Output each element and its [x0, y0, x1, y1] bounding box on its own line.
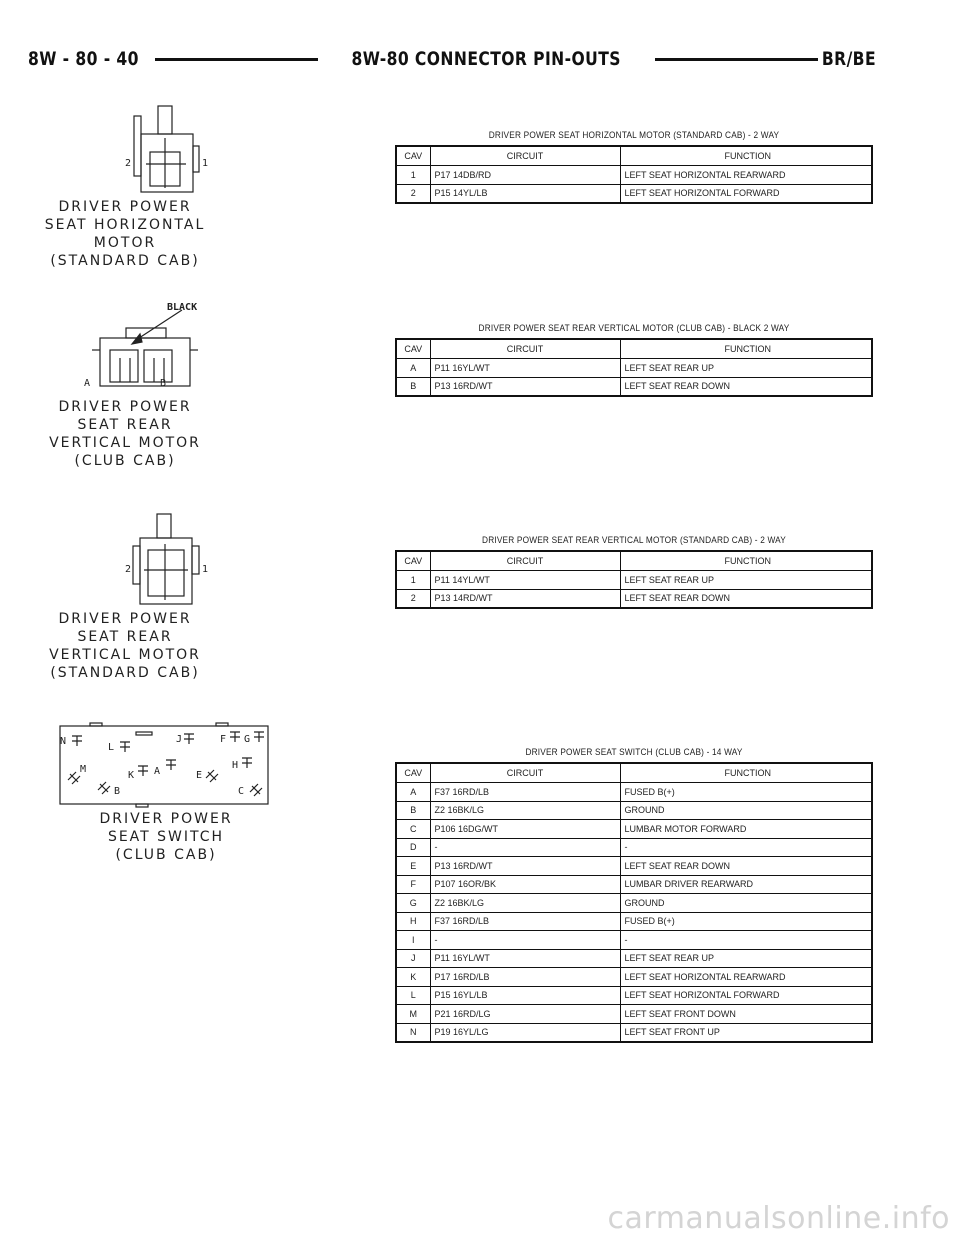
col-function: FUNCTION [620, 763, 872, 783]
table-row [396, 1005, 872, 1024]
function-cell: LEFT SEAT HORIZONTAL FORWARD [620, 184, 872, 203]
pin-b-label: B [160, 378, 167, 389]
connector-label: DRIVER POWER SEAT HORIZONTAL MOTOR (STANDARD CAB) [44, 199, 206, 269]
function-cell: FUSED B(+) [620, 912, 872, 931]
table-row [396, 838, 872, 857]
table-header-row [396, 146, 872, 166]
pin-f-label: F [220, 734, 227, 745]
cav-cell: A [396, 359, 430, 378]
circuit-cell: P15 16YL/LB [430, 986, 620, 1005]
table-row [396, 986, 872, 1005]
cav-cell: K [396, 968, 430, 987]
cav-cell: H [396, 912, 430, 931]
function-cell: FUSED B(+) [620, 783, 872, 802]
col-circuit: CIRCUIT [430, 763, 620, 783]
watermark: carmanualsonline.info [607, 1201, 950, 1236]
function-cell: LEFT SEAT REAR UP [620, 571, 872, 590]
col-cav: CAV [396, 339, 430, 359]
circuit-cell: - [430, 931, 620, 950]
cav-cell: D [396, 838, 430, 857]
table-header-row [396, 551, 872, 571]
cav-cell: 1 [396, 166, 430, 185]
col-function: FUNCTION [620, 339, 872, 359]
col-cav: CAV [396, 551, 430, 571]
pin-n-label: N [60, 736, 67, 747]
circuit-cell: Z2 16BK/LG [430, 801, 620, 820]
function-cell: LEFT SEAT HORIZONTAL FORWARD [620, 986, 872, 1005]
cav-cell: J [396, 949, 430, 968]
circuit-cell: F37 16RD/LB [430, 912, 620, 931]
table-header-row [396, 763, 872, 783]
function-cell: GROUND [620, 801, 872, 820]
function-cell: LEFT SEAT FRONT DOWN [620, 1005, 872, 1024]
col-circuit: CIRCUIT [430, 339, 620, 359]
cav-cell: A [396, 783, 430, 802]
pin-l-label: L [108, 742, 115, 753]
pin-a-label: A [84, 378, 91, 389]
connector-rear-vertical-std [40, 510, 210, 682]
cav-cell: B [396, 801, 430, 820]
table-row [396, 783, 872, 802]
function-cell: LEFT SEAT REAR UP [620, 949, 872, 968]
cav-cell: L [396, 986, 430, 1005]
function-cell: - [620, 838, 872, 857]
function-cell: LEFT SEAT REAR DOWN [620, 857, 872, 876]
pin-g-label: G [244, 734, 251, 745]
function-cell: LEFT SEAT FRONT UP [620, 1023, 872, 1042]
table-row [396, 589, 872, 608]
cav-cell: N [396, 1023, 430, 1042]
page-header [28, 44, 876, 74]
cav-cell: M [396, 1005, 430, 1024]
page-number: 8W - 80 - 40 [28, 48, 139, 70]
pin-c-label: C [238, 786, 245, 797]
cav-cell: 2 [396, 184, 430, 203]
circuit-cell: P17 14DB/RD [430, 166, 620, 185]
circuit-cell: P15 14YL/LB [430, 184, 620, 203]
pin-2-label: 2 [125, 158, 132, 169]
circuit-cell: P11 16YL/WT [430, 949, 620, 968]
connector-label: DRIVER POWER SEAT SWITCH (CLUB CAB) [99, 811, 233, 863]
circuit-cell: F37 16RD/LB [430, 783, 620, 802]
cav-cell: B [396, 377, 430, 396]
section-title: 8W-80 CONNECTOR PIN-OUTS [351, 48, 622, 70]
function-cell: GROUND [620, 894, 872, 913]
connector-2way-icon [40, 510, 210, 610]
circuit-cell: P21 16RD/LG [430, 1005, 620, 1024]
table-row [396, 968, 872, 987]
table-row [396, 571, 872, 590]
header-rule-left [155, 58, 318, 61]
header-rule-right [655, 58, 818, 61]
connector-seat-switch-club [56, 722, 276, 864]
table-title: DRIVER POWER SEAT SWITCH (CLUB CAB) - 14 WAY [525, 747, 743, 757]
pin-a-label: A [154, 766, 161, 777]
circuit-cell: P19 16YL/LG [430, 1023, 620, 1042]
pinout-table [395, 550, 873, 609]
function-cell: LEFT SEAT REAR DOWN [620, 377, 872, 396]
table-row [396, 801, 872, 820]
cav-cell: E [396, 857, 430, 876]
circuit-cell: P11 16YL/WT [430, 359, 620, 378]
pinout-table-rear-vertical-std [395, 535, 873, 609]
table-header-row [396, 339, 872, 359]
connector-rear-vertical-club [40, 298, 210, 470]
table-title: DRIVER POWER SEAT REAR VERTICAL MOTOR (STANDARD CAB) - 2 WAY [482, 535, 786, 545]
connector-horizontal-motor-std [40, 100, 210, 270]
cav-cell: 1 [396, 571, 430, 590]
table-row [396, 184, 872, 203]
function-cell: LUMBAR MOTOR FORWARD [620, 820, 872, 839]
circuit-cell: P106 16DG/WT [430, 820, 620, 839]
function-cell: - [620, 931, 872, 950]
connector-2way-black-icon [40, 298, 220, 398]
pin-2-label: 2 [125, 564, 132, 575]
circuit-cell: P13 16RD/WT [430, 857, 620, 876]
col-function: FUNCTION [620, 551, 872, 571]
pin-e-label: E [196, 770, 203, 781]
connector-label: DRIVER POWER SEAT REAR VERTICAL MOTOR (CLUB CAB) [49, 399, 201, 469]
table-title: DRIVER POWER SEAT REAR VERTICAL MOTOR (CLUB CAB) - BLACK 2 WAY [478, 323, 790, 333]
table-row [396, 931, 872, 950]
table-row [396, 359, 872, 378]
table-row [396, 912, 872, 931]
function-cell: LEFT SEAT HORIZONTAL REARWARD [620, 166, 872, 185]
cav-cell: 2 [396, 589, 430, 608]
function-cell: LEFT SEAT HORIZONTAL REARWARD [620, 968, 872, 987]
table-row [396, 820, 872, 839]
pin-1-label: 1 [202, 564, 209, 575]
circuit-cell: P13 14RD/WT [430, 589, 620, 608]
col-circuit: CIRCUIT [430, 551, 620, 571]
cav-cell: F [396, 875, 430, 894]
circuit-cell: P11 14YL/WT [430, 571, 620, 590]
table-row [396, 1023, 872, 1042]
function-cell: LEFT SEAT REAR UP [620, 359, 872, 378]
pinout-table-seat-switch-club [395, 747, 873, 1043]
pin-j-label: J [176, 734, 183, 745]
table-row [396, 857, 872, 876]
table-row [396, 377, 872, 396]
pin-h-label: H [232, 760, 239, 771]
color-tag: BLACK [167, 302, 198, 313]
table-row [396, 949, 872, 968]
pinout-table-horizontal-std [395, 130, 873, 204]
circuit-cell: P107 16OR/BK [430, 875, 620, 894]
col-circuit: CIRCUIT [430, 146, 620, 166]
function-cell: LEFT SEAT REAR DOWN [620, 589, 872, 608]
connector-2way-icon [40, 100, 210, 198]
table-title: DRIVER POWER SEAT HORIZONTAL MOTOR (STANDARD CAB) - 2 WAY [488, 130, 780, 140]
col-function: FUNCTION [620, 146, 872, 166]
pin-k-label: K [128, 770, 135, 781]
pinout-table [395, 762, 873, 1043]
cav-cell: I [396, 931, 430, 950]
col-cav: CAV [396, 146, 430, 166]
function-cell: LUMBAR DRIVER REARWARD [620, 875, 872, 894]
pin-b-label: B [114, 786, 121, 797]
connector-14way-icon [56, 722, 276, 810]
pin-1-label: 1 [202, 158, 209, 169]
circuit-cell: - [430, 838, 620, 857]
circuit-cell: Z2 16BK/LG [430, 894, 620, 913]
pin-m-label: M [80, 764, 87, 775]
cav-cell: C [396, 820, 430, 839]
circuit-cell: P13 16RD/WT [430, 377, 620, 396]
table-row [396, 894, 872, 913]
col-cav: CAV [396, 763, 430, 783]
pinout-table [395, 145, 873, 204]
connector-label: DRIVER POWER SEAT REAR VERTICAL MOTOR (STANDARD CAB) [49, 611, 201, 681]
circuit-cell: P17 16RD/LB [430, 968, 620, 987]
cav-cell: G [396, 894, 430, 913]
model-code: BR/BE [821, 48, 877, 70]
table-row [396, 166, 872, 185]
table-row [396, 875, 872, 894]
pinout-table-rear-vertical-club [395, 323, 873, 397]
pinout-table [395, 338, 873, 397]
